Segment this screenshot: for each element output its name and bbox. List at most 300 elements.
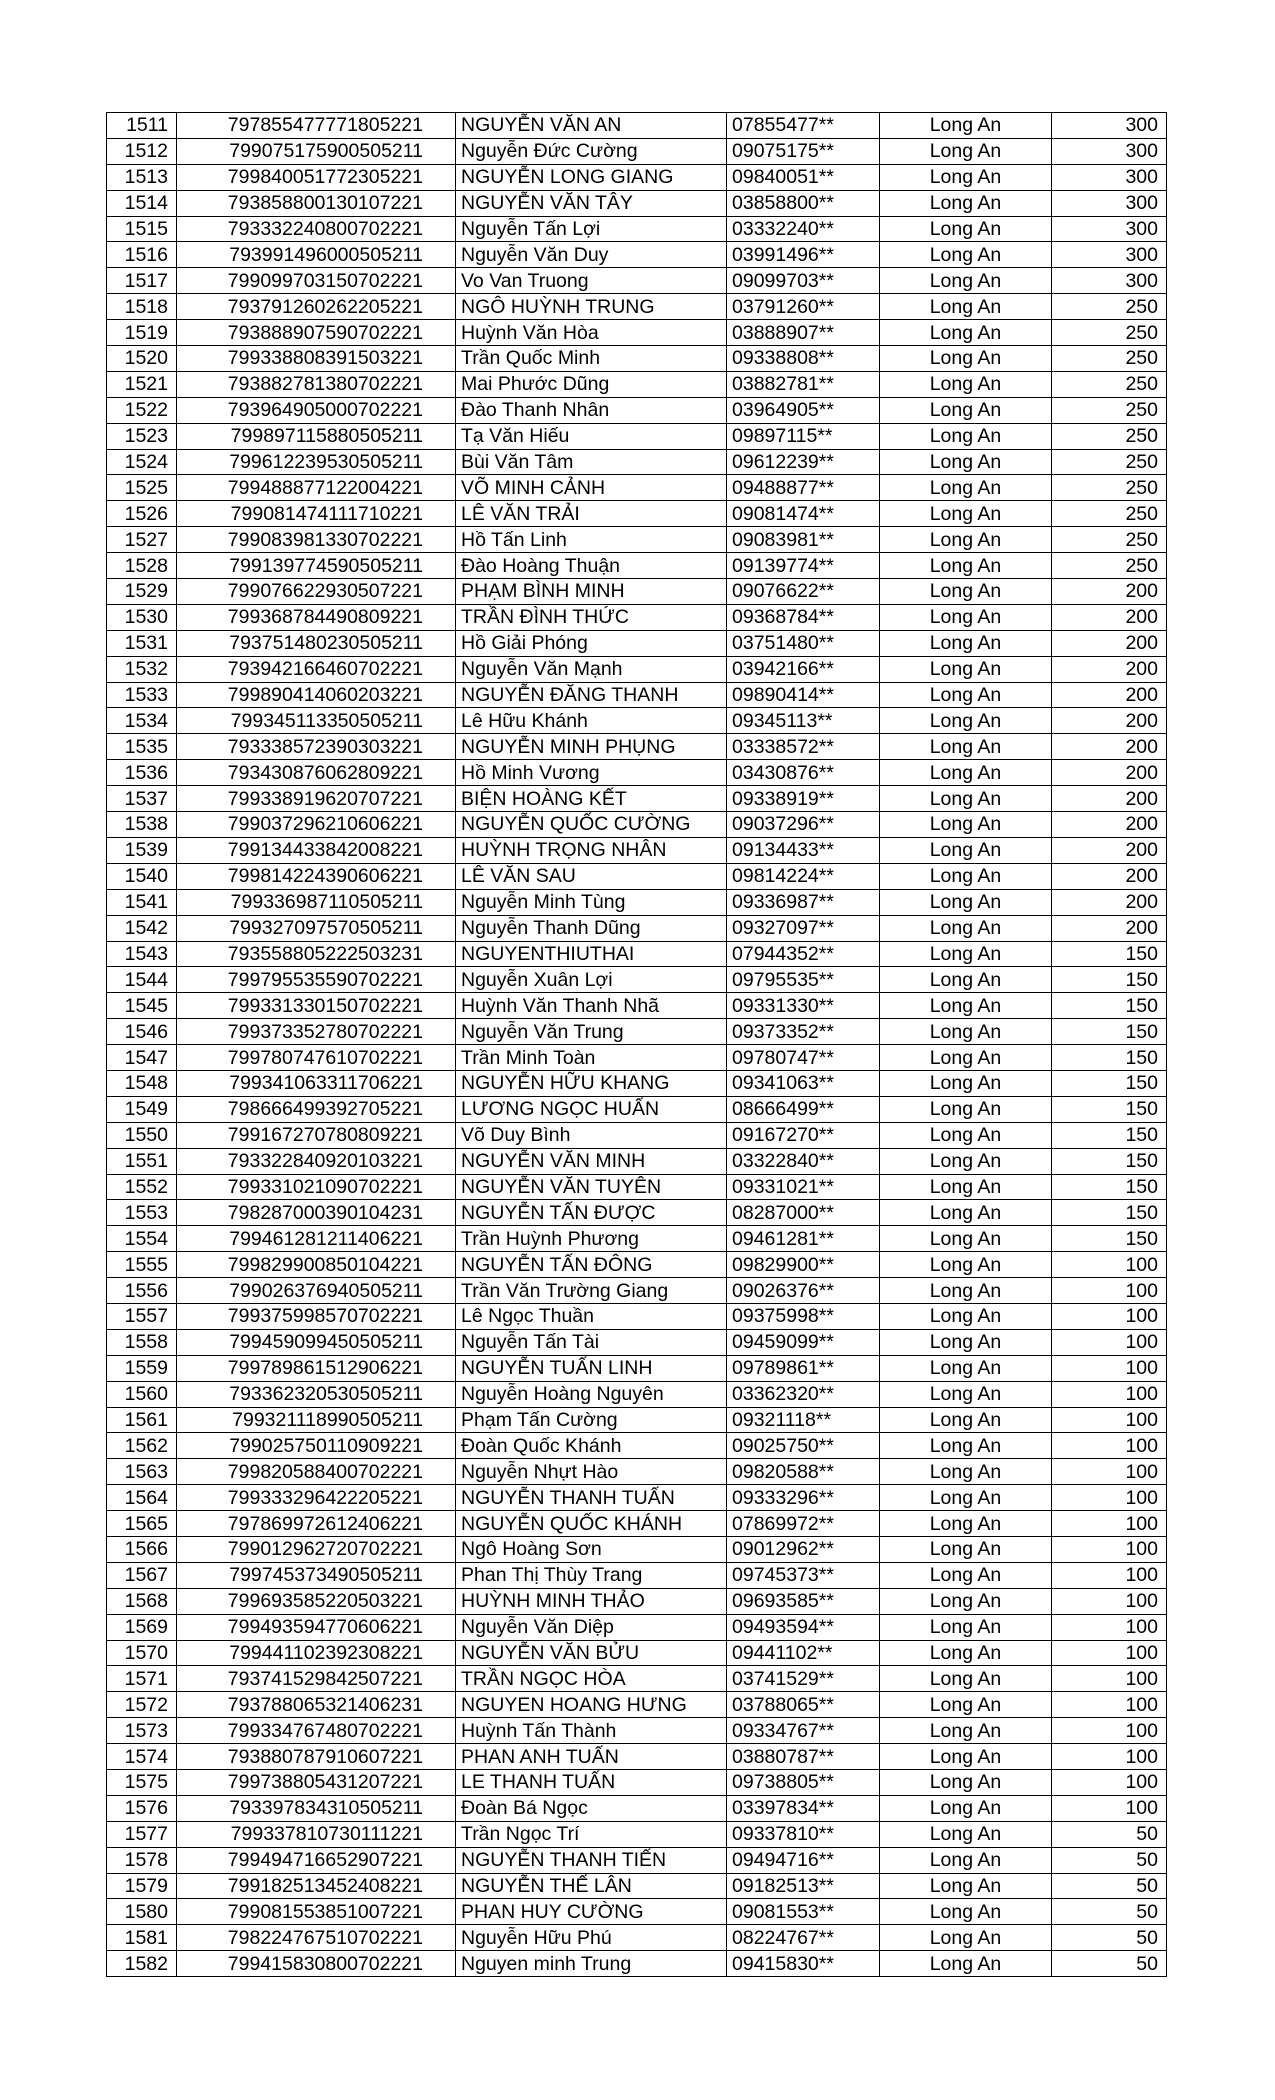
account-id-cell: 799037296210606221 — [177, 812, 456, 838]
name-cell: Đào Hoàng Thuận — [456, 553, 727, 579]
row-number-cell: 1537 — [107, 786, 177, 812]
name-cell: Nguyễn Xuân Lợi — [456, 967, 727, 993]
province-cell: Long An — [880, 346, 1052, 372]
phone-cell: 09375998** — [727, 1303, 880, 1329]
amount-cell: 150 — [1052, 1019, 1167, 1045]
table-row — [107, 1899, 1167, 1925]
province-cell: Long An — [880, 1355, 1052, 1381]
account-id-cell: 799025750110909221 — [177, 1433, 456, 1459]
name-cell: Huỳnh Văn Thanh Nhã — [456, 993, 727, 1019]
amount-cell: 100 — [1052, 1692, 1167, 1718]
row-number-cell: 1572 — [107, 1692, 177, 1718]
row-number-cell: 1514 — [107, 190, 177, 216]
table-row — [107, 941, 1167, 967]
row-number-cell: 1556 — [107, 1278, 177, 1304]
name-cell: BIỆN HOÀNG KẾT — [456, 786, 727, 812]
province-cell: Long An — [880, 1433, 1052, 1459]
row-number-cell: 1521 — [107, 371, 177, 397]
table-row — [107, 1847, 1167, 1873]
province-cell: Long An — [880, 164, 1052, 190]
amount-cell: 150 — [1052, 993, 1167, 1019]
province-cell: Long An — [880, 1666, 1052, 1692]
account-id-cell: 793788065321406231 — [177, 1692, 456, 1718]
name-cell: Nguyễn Văn Mạnh — [456, 656, 727, 682]
province-cell: Long An — [880, 475, 1052, 501]
row-number-cell: 1524 — [107, 449, 177, 475]
phone-cell: 09099703** — [727, 268, 880, 294]
name-cell: Võ Duy Bình — [456, 1122, 727, 1148]
row-number-cell: 1511 — [107, 113, 177, 139]
account-id-cell: 799820588400702221 — [177, 1459, 456, 1485]
province-cell: Long An — [880, 1200, 1052, 1226]
table-row — [107, 1744, 1167, 1770]
amount-cell: 150 — [1052, 1200, 1167, 1226]
name-cell: NGUYỄN QUỐC CƯỜNG — [456, 812, 727, 838]
amount-cell: 50 — [1052, 1847, 1167, 1873]
row-number-cell: 1535 — [107, 734, 177, 760]
phone-cell: 09182513** — [727, 1873, 880, 1899]
amount-cell: 100 — [1052, 1666, 1167, 1692]
phone-cell: 09459099** — [727, 1329, 880, 1355]
row-number-cell: 1540 — [107, 863, 177, 889]
account-id-cell: 799488877122004221 — [177, 475, 456, 501]
row-number-cell: 1531 — [107, 630, 177, 656]
amount-cell: 50 — [1052, 1821, 1167, 1847]
province-cell: Long An — [880, 371, 1052, 397]
name-cell: Nguyễn Đức Cường — [456, 138, 727, 164]
province-cell: Long An — [880, 423, 1052, 449]
account-id-cell: 793942166460702221 — [177, 656, 456, 682]
table-row — [107, 1873, 1167, 1899]
phone-cell: 03332240** — [727, 216, 880, 242]
account-id-cell: 793338572390303221 — [177, 734, 456, 760]
province-cell: Long An — [880, 1588, 1052, 1614]
amount-cell: 100 — [1052, 1744, 1167, 1770]
province-cell: Long An — [880, 294, 1052, 320]
account-id-cell: 799076622930507221 — [177, 579, 456, 605]
name-cell: NGUYỄN THANH TUẤN — [456, 1485, 727, 1511]
phone-cell: 09336987** — [727, 889, 880, 915]
province-cell: Long An — [880, 1019, 1052, 1045]
row-number-cell: 1532 — [107, 656, 177, 682]
table-row — [107, 1174, 1167, 1200]
phone-cell: 09012962** — [727, 1536, 880, 1562]
account-id-cell: 799139774590505211 — [177, 553, 456, 579]
amount-cell: 100 — [1052, 1329, 1167, 1355]
table-row — [107, 553, 1167, 579]
amount-cell: 300 — [1052, 190, 1167, 216]
account-id-cell: 797869972612406221 — [177, 1511, 456, 1537]
row-number-cell: 1552 — [107, 1174, 177, 1200]
name-cell: Trần Minh Toàn — [456, 1045, 727, 1071]
province-cell: Long An — [880, 1511, 1052, 1537]
amount-cell: 200 — [1052, 630, 1167, 656]
name-cell: NGUYỄN TẤN ĐƯỢC — [456, 1200, 727, 1226]
row-number-cell: 1576 — [107, 1795, 177, 1821]
amount-cell: 300 — [1052, 268, 1167, 294]
amount-cell: 100 — [1052, 1433, 1167, 1459]
row-number-cell: 1559 — [107, 1355, 177, 1381]
row-number-cell: 1548 — [107, 1070, 177, 1096]
province-cell: Long An — [880, 1070, 1052, 1096]
name-cell: NGUYỄN THẾ LÂN — [456, 1873, 727, 1899]
table-row — [107, 1588, 1167, 1614]
amount-cell: 250 — [1052, 449, 1167, 475]
amount-cell: 50 — [1052, 1899, 1167, 1925]
name-cell: NGUYỄN TẤN ĐÔNG — [456, 1252, 727, 1278]
phone-cell: 09461281** — [727, 1226, 880, 1252]
name-cell: NGUYỄN QUỐC KHÁNH — [456, 1511, 727, 1537]
amount-cell: 200 — [1052, 837, 1167, 863]
row-number-cell: 1565 — [107, 1511, 177, 1537]
table-row — [107, 1795, 1167, 1821]
phone-cell: 09795535** — [727, 967, 880, 993]
table-row — [107, 1200, 1167, 1226]
name-cell: NGUYỄN VĂN MINH — [456, 1148, 727, 1174]
province-cell: Long An — [880, 1329, 1052, 1355]
table-row — [107, 786, 1167, 812]
account-id-cell: 793882781380702221 — [177, 371, 456, 397]
name-cell: Nguyễn Tấn Lợi — [456, 216, 727, 242]
province-cell: Long An — [880, 1381, 1052, 1407]
table-row — [107, 1096, 1167, 1122]
row-number-cell: 1555 — [107, 1252, 177, 1278]
account-id-cell: 799780747610702221 — [177, 1045, 456, 1071]
table-row — [107, 604, 1167, 630]
name-cell: LE THANH TUẤN — [456, 1770, 727, 1796]
province-cell: Long An — [880, 1873, 1052, 1899]
phone-cell: 09829900** — [727, 1252, 880, 1278]
province-cell: Long An — [880, 967, 1052, 993]
province-cell: Long An — [880, 812, 1052, 838]
name-cell: PHẠM BÌNH MINH — [456, 579, 727, 605]
account-id-cell: 793991496000505211 — [177, 242, 456, 268]
amount-cell: 150 — [1052, 1096, 1167, 1122]
table-row — [107, 812, 1167, 838]
name-cell: LƯƠNG NGỌC HUẤN — [456, 1096, 727, 1122]
row-number-cell: 1543 — [107, 941, 177, 967]
name-cell: Phan Thị Thùy Trang — [456, 1562, 727, 1588]
name-cell: Ngô Hoàng Sơn — [456, 1536, 727, 1562]
row-number-cell: 1567 — [107, 1562, 177, 1588]
phone-cell: 03880787** — [727, 1744, 880, 1770]
table-row — [107, 268, 1167, 294]
row-number-cell: 1513 — [107, 164, 177, 190]
account-id-cell: 793858800130107221 — [177, 190, 456, 216]
phone-cell: 09333296** — [727, 1485, 880, 1511]
province-cell: Long An — [880, 786, 1052, 812]
province-cell: Long An — [880, 1770, 1052, 1796]
table-row — [107, 837, 1167, 863]
account-id-cell: 793791260262205221 — [177, 294, 456, 320]
name-cell: VÕ MINH CẢNH — [456, 475, 727, 501]
province-cell: Long An — [880, 397, 1052, 423]
name-cell: Đoàn Bá Ngọc — [456, 1795, 727, 1821]
table-row — [107, 1951, 1167, 1977]
province-cell: Long An — [880, 501, 1052, 527]
amount-cell: 100 — [1052, 1640, 1167, 1666]
table-row — [107, 1278, 1167, 1304]
row-number-cell: 1560 — [107, 1381, 177, 1407]
account-id-cell: 793964905000702221 — [177, 397, 456, 423]
table-row — [107, 501, 1167, 527]
name-cell: LÊ VĂN SAU — [456, 863, 727, 889]
amount-cell: 100 — [1052, 1562, 1167, 1588]
table-row — [107, 397, 1167, 423]
name-cell: PHAN ANH TUẤN — [456, 1744, 727, 1770]
table-row — [107, 682, 1167, 708]
phone-cell: 03788065** — [727, 1692, 880, 1718]
amount-cell: 50 — [1052, 1925, 1167, 1951]
account-id-cell: 799075175900505211 — [177, 138, 456, 164]
name-cell: Đoàn Quốc Khánh — [456, 1433, 727, 1459]
province-cell: Long An — [880, 190, 1052, 216]
row-number-cell: 1534 — [107, 708, 177, 734]
amount-cell: 150 — [1052, 967, 1167, 993]
account-id-cell: 799693585220503221 — [177, 1588, 456, 1614]
row-number-cell: 1529 — [107, 579, 177, 605]
province-cell: Long An — [880, 1536, 1052, 1562]
account-id-cell: 793741529842507221 — [177, 1666, 456, 1692]
phone-cell: 03397834** — [727, 1795, 880, 1821]
phone-cell: 03942166** — [727, 656, 880, 682]
table-row — [107, 1407, 1167, 1433]
phone-cell: 09338808** — [727, 346, 880, 372]
account-id-cell: 799493594770606221 — [177, 1614, 456, 1640]
table-row — [107, 113, 1167, 139]
account-id-cell: 799012962720702221 — [177, 1536, 456, 1562]
phone-cell: 09612239** — [727, 449, 880, 475]
phone-cell: 09076622** — [727, 579, 880, 605]
table-row — [107, 242, 1167, 268]
amount-cell: 250 — [1052, 553, 1167, 579]
province-cell: Long An — [880, 449, 1052, 475]
amount-cell: 200 — [1052, 656, 1167, 682]
amount-cell: 200 — [1052, 863, 1167, 889]
province-cell: Long An — [880, 1562, 1052, 1588]
row-number-cell: 1512 — [107, 138, 177, 164]
phone-cell: 03888907** — [727, 320, 880, 346]
name-cell: Phạm Tấn Cường — [456, 1407, 727, 1433]
row-number-cell: 1573 — [107, 1718, 177, 1744]
phone-cell: 09026376** — [727, 1278, 880, 1304]
account-id-cell: 799789861512906221 — [177, 1355, 456, 1381]
province-cell: Long An — [880, 734, 1052, 760]
account-id-cell: 799494716652907221 — [177, 1847, 456, 1873]
phone-cell: 07855477** — [727, 113, 880, 139]
row-number-cell: 1579 — [107, 1873, 177, 1899]
province-cell: Long An — [880, 553, 1052, 579]
account-id-cell: 798224767510702221 — [177, 1925, 456, 1951]
table-row — [107, 527, 1167, 553]
row-number-cell: 1577 — [107, 1821, 177, 1847]
phone-cell: 03751480** — [727, 630, 880, 656]
phone-cell: 09368784** — [727, 604, 880, 630]
phone-cell: 03338572** — [727, 734, 880, 760]
amount-cell: 150 — [1052, 941, 1167, 967]
row-number-cell: 1530 — [107, 604, 177, 630]
amount-cell: 100 — [1052, 1355, 1167, 1381]
amount-cell: 300 — [1052, 164, 1167, 190]
province-cell: Long An — [880, 113, 1052, 139]
account-id-cell: 799334767480702221 — [177, 1718, 456, 1744]
account-id-cell: 799897115880505211 — [177, 423, 456, 449]
row-number-cell: 1563 — [107, 1459, 177, 1485]
province-cell: Long An — [880, 268, 1052, 294]
table-row — [107, 579, 1167, 605]
province-cell: Long An — [880, 138, 1052, 164]
name-cell: PHAN HUY CƯỜNG — [456, 1899, 727, 1925]
name-cell: Đào Thanh Nhân — [456, 397, 727, 423]
province-cell: Long An — [880, 915, 1052, 941]
amount-cell: 200 — [1052, 812, 1167, 838]
phone-cell: 09081553** — [727, 1899, 880, 1925]
account-id-cell: 799373352780702221 — [177, 1019, 456, 1045]
name-cell: Lê Ngọc Thuần — [456, 1303, 727, 1329]
account-id-cell: 799338919620707221 — [177, 786, 456, 812]
table-row — [107, 1381, 1167, 1407]
phone-cell: 09738805** — [727, 1770, 880, 1796]
row-number-cell: 1515 — [107, 216, 177, 242]
name-cell: Nguyễn Văn Trung — [456, 1019, 727, 1045]
phone-cell: 03791260** — [727, 294, 880, 320]
row-number-cell: 1522 — [107, 397, 177, 423]
name-cell: NGUYỄN VĂN AN — [456, 113, 727, 139]
account-id-cell: 799331330150702221 — [177, 993, 456, 1019]
amount-cell: 100 — [1052, 1511, 1167, 1537]
row-number-cell: 1546 — [107, 1019, 177, 1045]
amount-cell: 300 — [1052, 216, 1167, 242]
amount-cell: 150 — [1052, 1174, 1167, 1200]
amount-cell: 200 — [1052, 604, 1167, 630]
phone-cell: 09081474** — [727, 501, 880, 527]
row-number-cell: 1542 — [107, 915, 177, 941]
province-cell: Long An — [880, 889, 1052, 915]
table-row — [107, 967, 1167, 993]
account-id-cell: 793888907590702221 — [177, 320, 456, 346]
account-id-cell: 793332240800702221 — [177, 216, 456, 242]
account-id-cell: 799099703150702221 — [177, 268, 456, 294]
row-number-cell: 1570 — [107, 1640, 177, 1666]
row-number-cell: 1569 — [107, 1614, 177, 1640]
province-cell: Long An — [880, 1847, 1052, 1873]
phone-cell: 03322840** — [727, 1148, 880, 1174]
phone-cell: 09327097** — [727, 915, 880, 941]
province-cell: Long An — [880, 630, 1052, 656]
amount-cell: 100 — [1052, 1252, 1167, 1278]
name-cell: NGUYENTHIUTHAI — [456, 941, 727, 967]
name-cell: Nguyễn Văn Diệp — [456, 1614, 727, 1640]
row-number-cell: 1527 — [107, 527, 177, 553]
account-id-cell: 797855477771805221 — [177, 113, 456, 139]
amount-cell: 250 — [1052, 371, 1167, 397]
table-row — [107, 1252, 1167, 1278]
row-number-cell: 1574 — [107, 1744, 177, 1770]
amount-cell: 250 — [1052, 294, 1167, 320]
name-cell: Nguyễn Thanh Dũng — [456, 915, 727, 941]
row-number-cell: 1526 — [107, 501, 177, 527]
phone-cell: 09840051** — [727, 164, 880, 190]
table-row — [107, 1045, 1167, 1071]
name-cell: Huỳnh Tấn Thành — [456, 1718, 727, 1744]
province-cell: Long An — [880, 1303, 1052, 1329]
amount-cell: 100 — [1052, 1278, 1167, 1304]
table-row — [107, 1666, 1167, 1692]
phone-cell: 09345113** — [727, 708, 880, 734]
table-row — [107, 760, 1167, 786]
phone-cell: 09139774** — [727, 553, 880, 579]
table-row — [107, 164, 1167, 190]
row-number-cell: 1516 — [107, 242, 177, 268]
table-row — [107, 216, 1167, 242]
table-row — [107, 1303, 1167, 1329]
row-number-cell: 1568 — [107, 1588, 177, 1614]
phone-cell: 09334767** — [727, 1718, 880, 1744]
name-cell: NGUYỄN ĐĂNG THANH — [456, 682, 727, 708]
phone-cell: 09373352** — [727, 1019, 880, 1045]
amount-cell: 200 — [1052, 579, 1167, 605]
row-number-cell: 1544 — [107, 967, 177, 993]
account-id-cell: 798666499392705221 — [177, 1096, 456, 1122]
recipient-table — [106, 112, 1167, 1977]
province-cell: Long An — [880, 216, 1052, 242]
row-number-cell: 1533 — [107, 682, 177, 708]
phone-cell: 09037296** — [727, 812, 880, 838]
table-row — [107, 993, 1167, 1019]
amount-cell: 250 — [1052, 397, 1167, 423]
phone-cell: 09814224** — [727, 863, 880, 889]
account-id-cell: 799738805431207221 — [177, 1770, 456, 1796]
row-number-cell: 1549 — [107, 1096, 177, 1122]
amount-cell: 300 — [1052, 113, 1167, 139]
row-number-cell: 1550 — [107, 1122, 177, 1148]
province-cell: Long An — [880, 1096, 1052, 1122]
name-cell: Nguyen minh Trung — [456, 1951, 727, 1977]
table-row — [107, 294, 1167, 320]
table-row — [107, 423, 1167, 449]
province-cell: Long An — [880, 1925, 1052, 1951]
province-cell: Long An — [880, 1045, 1052, 1071]
table-row — [107, 1355, 1167, 1381]
phone-cell: 09780747** — [727, 1045, 880, 1071]
phone-cell: 03362320** — [727, 1381, 880, 1407]
name-cell: NGUYỄN VĂN BỬU — [456, 1640, 727, 1666]
province-cell: Long An — [880, 320, 1052, 346]
table-row — [107, 1485, 1167, 1511]
account-id-cell: 799461281211406221 — [177, 1226, 456, 1252]
province-cell: Long An — [880, 1252, 1052, 1278]
amount-cell: 100 — [1052, 1770, 1167, 1796]
table-row — [107, 656, 1167, 682]
row-number-cell: 1566 — [107, 1536, 177, 1562]
phone-cell: 09693585** — [727, 1588, 880, 1614]
province-cell: Long An — [880, 1148, 1052, 1174]
province-cell: Long An — [880, 837, 1052, 863]
name-cell: TRẦN ĐÌNH THỨC — [456, 604, 727, 630]
phone-cell: 09441102** — [727, 1640, 880, 1666]
row-number-cell: 1518 — [107, 294, 177, 320]
province-cell: Long An — [880, 1744, 1052, 1770]
amount-cell: 300 — [1052, 138, 1167, 164]
amount-cell: 100 — [1052, 1459, 1167, 1485]
name-cell: Trần Văn Trường Giang — [456, 1278, 727, 1304]
table-row — [107, 1511, 1167, 1537]
phone-cell: 09337810** — [727, 1821, 880, 1847]
phone-cell: 09338919** — [727, 786, 880, 812]
amount-cell: 100 — [1052, 1614, 1167, 1640]
table-row — [107, 449, 1167, 475]
phone-cell: 08224767** — [727, 1925, 880, 1951]
